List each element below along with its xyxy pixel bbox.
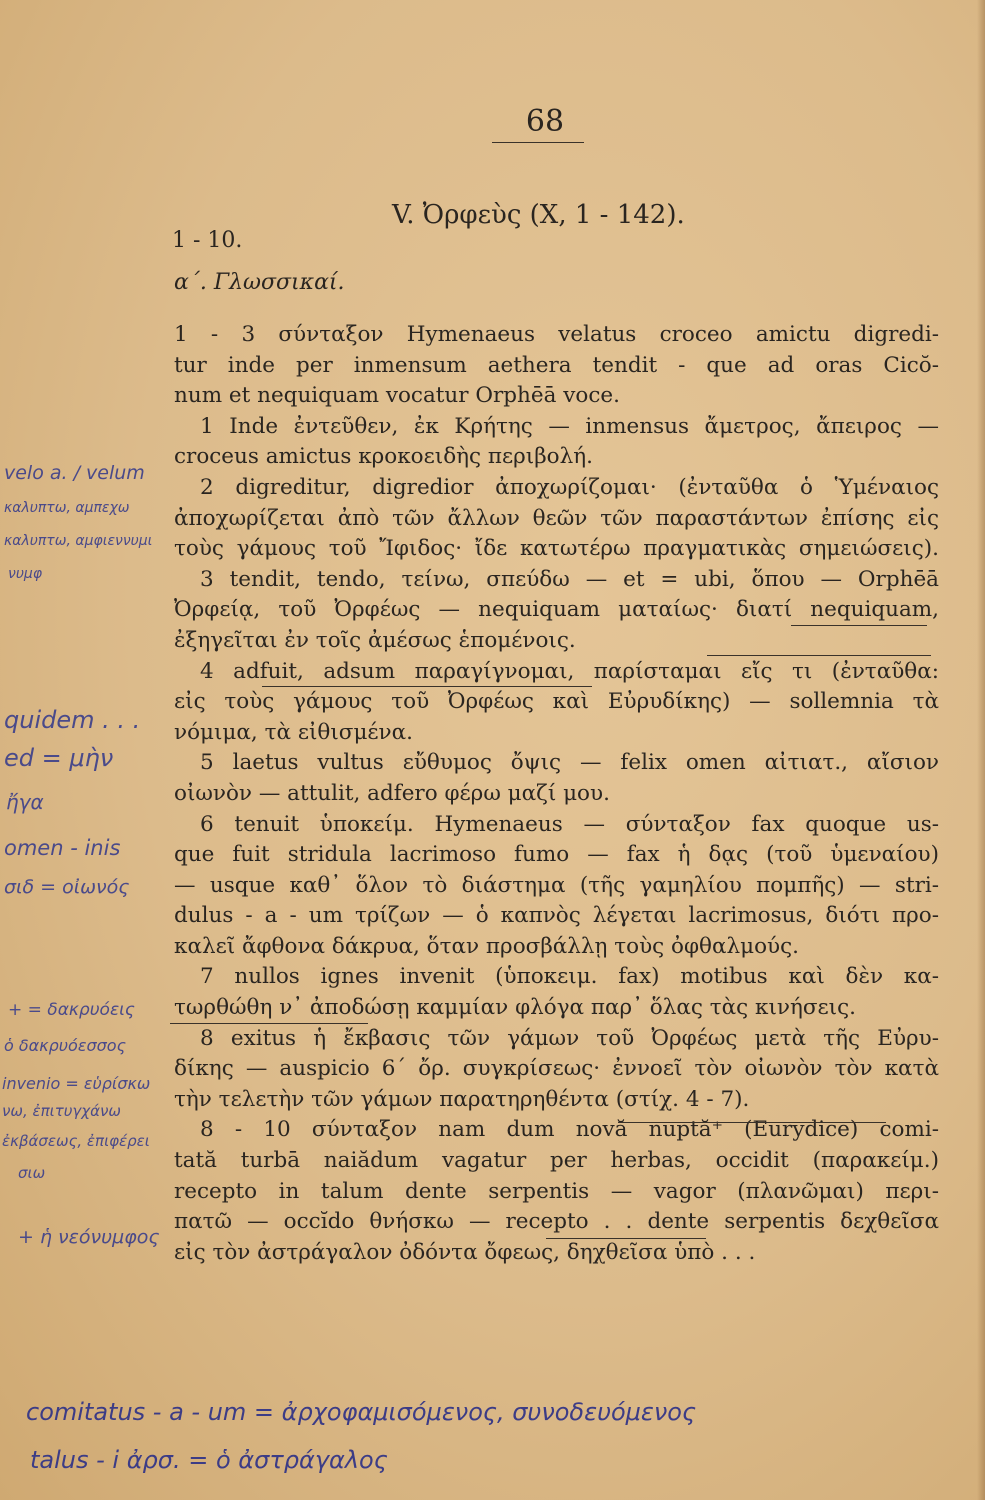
section-heading: α΄. Γλωσσικαί.	[174, 270, 345, 295]
text-line: εἰς τὸν ἀστράγαλον ὀδόντα ὄφεως, δηχθεῖσα ὑπὸ . . .	[174, 1239, 756, 1265]
margin-note: velo a. / velum	[4, 462, 145, 484]
text-line: τοὺς γάμους τοῦ Ἴφιδος· ἴδε κατωτέρω πραγματικὰς σημειώσεις).	[174, 536, 939, 562]
underline	[618, 1122, 886, 1123]
chapter-title: V. Ὀρφεὺς (Χ, 1 - 142).	[392, 200, 685, 230]
text-line: τὴν τελετὴν τῶν γάμων παρατηρηθέντα (στίχ. 4 - 7).	[174, 1086, 750, 1112]
commentary-body	[174, 320, 939, 1268]
footer-note: talus - i ἀρσ. = ὁ ἀστράγαλος	[30, 1446, 388, 1474]
text-line: ἀποχωρίζεται ἀπὸ τῶν ἄλλων θεῶν τῶν παραστάντων ἐπίσης εἰς	[174, 505, 939, 531]
text-line: croceus amictus κροκοειδὴς περιβολή.	[174, 444, 593, 470]
margin-note: quidem . . .	[4, 706, 141, 734]
page-edge-shadow	[977, 0, 985, 1500]
text-line: νόμιμα, τὰ εἰθισμένα.	[174, 719, 413, 745]
margin-note: ἐκβάσεως, ἐπιφέρει	[2, 1132, 150, 1150]
margin-note: omen - inis	[4, 836, 121, 860]
underline	[262, 686, 592, 687]
margin-note: νω, ἐπιτυγχάνω	[2, 1102, 121, 1120]
line-range: 1 - 10.	[172, 228, 243, 253]
text-line: 3 tendit, tendo, τείνω, σπεύδω — et = ubi, ὅπου — Orphēā	[200, 566, 939, 592]
text-line: Ὀρφείᾳ, τοῦ Ὀρφέως — nequiquam ματαίως· διατί nequiquam,	[174, 597, 939, 623]
text-line: num et nequiquam vocatur Orphēā voce.	[174, 383, 620, 409]
footer-note: comitatus - a - um = ἀρχοφαμισόμενος, συνοδευόμενος	[26, 1398, 697, 1426]
margin-note: invenio = εὑρίσκω	[2, 1074, 151, 1093]
margin-note: + = δακρυόεις	[8, 1000, 135, 1020]
margin-note: ed = μὴν	[4, 744, 114, 772]
text-line: οἰωνὸν — attulit, adfero φέρω μαζί μου.	[174, 780, 610, 806]
text-line: 1 Inde ἐντεῦθεν, ἐκ Κρήτης — inmensus ἄμετρος, ἄπειρος —	[200, 413, 939, 439]
margin-note: ὁ δακρυόεσσος	[4, 1036, 126, 1055]
margin-note: + ἡ νεόνυμφος	[18, 1226, 160, 1248]
text-line: 1 - 3 σύνταξον Hymenaeus velatus croceo amictu digredi-	[174, 322, 939, 347]
text-line: 7 nullos ignes invenit (ὑποκειμ. fax) motibus καὶ δὲν κα-	[200, 964, 939, 990]
text-line: 6 tenuit ὑποκείμ. Hymenaeus — σύνταξον fax quoque us-	[200, 811, 939, 837]
text-line: tur inde per inmensum aethera tendit - que ad oras Cicŏ-	[174, 352, 939, 378]
text-line: dulus - a - um τρίζων — ὁ καπνὸς λέγεται lacrimosus, διότι προ-	[174, 903, 939, 929]
text-line: tată turbā naiădum vagatur per herbas, occidit (παρακείμ.)	[174, 1148, 939, 1174]
text-line: 5 laetus vultus εὔθυμος ὄψις — felix omen αἰτιατ., αἴσιον	[200, 750, 939, 776]
margin-note: ἤγα	[6, 790, 44, 814]
text-line: recepto in talum dente serpentis — vagor (πλανῶμαι) περι-	[174, 1178, 939, 1204]
margin-note: καλυπτω, αμπεχω	[4, 500, 130, 516]
underline	[791, 625, 927, 626]
text-line: que fuit stridula lacrimoso fumo — fax ἡ δᾳς (τοῦ ὑμεναίου)	[174, 842, 939, 868]
underline	[546, 1238, 706, 1239]
text-line: 4 adfuit, adsum παραγίγνομαι, παρίσταμαι εἴς τι (ἐνταῦθα:	[200, 658, 939, 684]
underline	[707, 655, 931, 656]
margin-note: σιω	[18, 1164, 46, 1182]
text-line: 8 exitus ἡ ἔκβασις τῶν γάμων τοῦ Ὀρφέως μετὰ τῆς Εὐρυ-	[200, 1025, 939, 1051]
text-line: καλεῖ ἄφθονα δάκρυα, ὅταν προσβάλλῃ τοὺς ὀφθαλμούς.	[174, 933, 799, 959]
page-number: 68	[525, 104, 565, 139]
margin-note: σιδ = οἰωνός	[4, 876, 130, 898]
text-line: — usque καθ᾽ ὅλον τὸ διάστημα (τῆς γαμηλίου πομπῆς) — stri-	[174, 872, 939, 898]
text-line: δίκης — auspicio 6΄ ὄρ. συγκρίσεως· ἐννοεῖ τὸν οἰωνὸν τὸν κατὰ	[174, 1056, 939, 1082]
text-line: πατῶ — occĭdo θνήσκω — recepto . . dente serpentis δεχθεῖσα	[174, 1209, 939, 1235]
margin-note: καλυπτω, αμφιεννυμι	[4, 533, 153, 549]
text-line: ἐξηγεῖται ἐν τοῖς ἀμέσως ἑπομένοις.	[174, 627, 576, 653]
underline	[170, 1023, 368, 1024]
text-line: 2 digreditur, digredior ἀποχωρίζομαι· (ἐνταῦθα ὁ Ὑμέναιος	[200, 474, 939, 500]
text-line: τωρθώθη ν᾽ ἀποδώσῃ καμμίαν φλόγα παρ᾽ ὅλας τὰς κινήσεις.	[174, 995, 856, 1021]
text-line: εἰς τοὺς γάμους τοῦ Ὀρφέως καὶ Εὐρυδίκης) — sollemnia τὰ	[174, 689, 939, 715]
text-line: 8 - 10 σύνταξον nam dum novă nuptă⁺ (Eurydice) comi-	[200, 1117, 939, 1143]
margin-note: νυμφ	[8, 566, 43, 582]
page-number-rule	[492, 142, 584, 143]
